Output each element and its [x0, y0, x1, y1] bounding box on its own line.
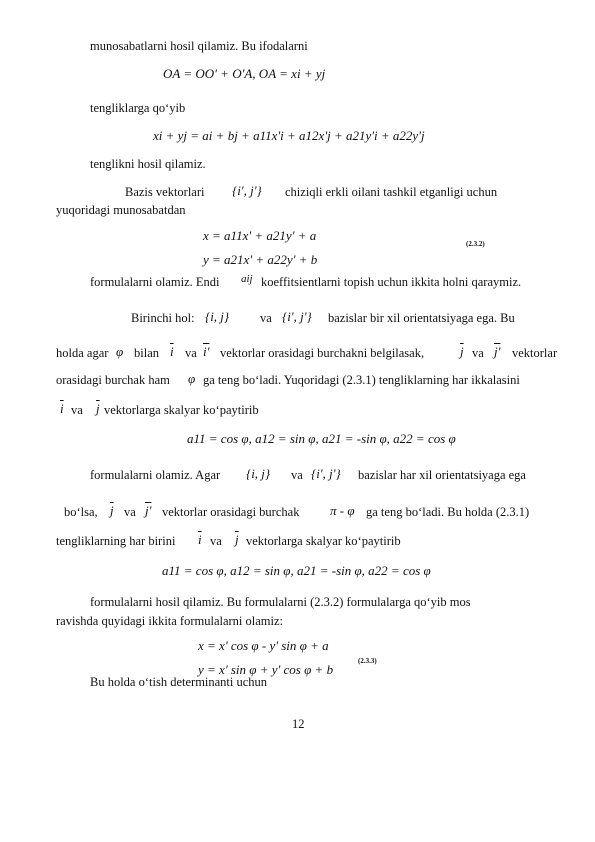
text-fragment: chiziqli erkli oilani tashkil etganligi uchun — [285, 185, 498, 199]
text-fragment: Birinchi hol: — [131, 311, 195, 325]
text-fragment: va — [124, 505, 136, 519]
text-line: ravishda quyidagi ikkita formulalarni olamiz: — [56, 614, 284, 628]
text-fragment: orasidagi burchak ham — [56, 373, 170, 387]
vector-j: $\overline{j}$ — [110, 503, 114, 518]
vector-j-prime: j' — [494, 344, 501, 359]
text-fragment: va — [185, 346, 197, 360]
coefficients-case1: a11 = cos φ, a12 = sin φ, a21 = -sin φ, a22 = cos φ — [187, 431, 456, 446]
text-fragment: vektorlar orasidagi burchak — [162, 505, 300, 519]
vector-i: $\overline{i}$ — [170, 344, 174, 359]
basis-symbol: {i, j} — [246, 466, 271, 481]
basis-symbol: {i', j'} — [282, 309, 312, 324]
text-fragment: bo‘lsa, — [64, 505, 98, 519]
text-fragment: bilan — [134, 346, 159, 360]
basis-symbol: {i', j'} — [311, 466, 341, 481]
vector-i: $\overline{i}$ — [198, 532, 202, 547]
system1-row1: x = a11x' + a21y' + a — [203, 228, 317, 243]
text-fragment: ga teng bo‘ladi. Bu holda (2.3.1) — [366, 505, 530, 519]
vector-j: $\overline{j}$ — [460, 344, 464, 359]
text-line: tenglikni hosil qilamiz. — [90, 157, 206, 171]
text-fragment: va — [210, 534, 222, 548]
system1-row2: y = a21x' + a22y' + b — [203, 252, 318, 267]
text-fragment: tengliklarning har birini — [56, 534, 176, 548]
equation-decomposition: xi + yj = ai + bj + a11x'i + a12x'j + a21y'i + a22y'j — [153, 128, 425, 143]
text-fragment: va — [71, 403, 83, 417]
phi-symbol: φ — [188, 371, 196, 386]
system2-row2: y = x' sin φ + y' cos φ + b — [198, 662, 334, 677]
text-fragment: vektorlar orasidagi burchakni belgilasak, — [220, 346, 425, 360]
pi-minus-phi: π - φ — [330, 503, 355, 518]
equation-label: (2.3.3) — [358, 657, 377, 665]
vector-j-prime: j' — [145, 503, 152, 518]
text-fragment: vektorlarga skalyar ko‘paytirib — [104, 403, 259, 417]
coefficient-symbol: aij — [241, 273, 253, 285]
text-fragment: bazislar bir xil orientatsiyaga ega. Bu — [328, 311, 515, 325]
page-number: 12 — [292, 717, 305, 731]
text-fragment: va — [291, 468, 303, 482]
text-fragment: holda agar — [56, 346, 109, 360]
text-fragment: vektorlarga skalyar ko‘paytirib — [246, 534, 401, 548]
text-fragment: va — [472, 346, 484, 360]
text-line: tengliklarga qo‘yib — [90, 101, 186, 115]
text-line: munosabatlarni hosil qilamiz. Bu ifodalarni — [90, 39, 308, 53]
text-fragment: ga teng bo‘ladi. Yuqoridagi (2.3.1) tengliklarning har ikkalasini — [203, 373, 520, 387]
equation-label: (2.3.2) — [466, 240, 485, 248]
equation-oa: OA = OO' + O'A, OA = xi + yj — [163, 66, 326, 81]
text-fragment: Bazis vektorlari — [125, 185, 205, 199]
text-fragment: koeffitsientlarni topish uchun ikkita holni qaraymiz. — [261, 275, 522, 289]
text-line: formulalarni hosil qilamiz. Bu formulalarni (2.3.2) formulalarga qo‘yib mos — [90, 595, 471, 609]
vector-j: $\overline{j}$ — [96, 401, 100, 416]
vector-i-prime: i' — [203, 344, 210, 359]
basis-symbol: {i, j} — [205, 309, 230, 324]
text-line: Bu holda o‘tish determinanti uchun — [90, 675, 268, 689]
vector-i: $\overline{i}$ — [60, 401, 64, 416]
phi-symbol: φ — [116, 344, 124, 359]
text-fragment: formulalarni olamiz. Endi — [90, 275, 220, 289]
coefficients-case2: a11 = cos φ, a12 = sin φ, a21 = -sin φ, a22 = cos φ — [162, 563, 431, 578]
text-fragment: vektorlar — [512, 346, 558, 360]
basis-symbol: {i', j'} — [232, 183, 262, 198]
text-fragment: va — [260, 311, 272, 325]
vector-j: $\overline{j}$ — [235, 532, 239, 547]
text-fragment: bazislar har xil orientatsiyaga ega — [358, 468, 526, 482]
system2-row1: x = x' cos φ - y' sin φ + a — [198, 638, 329, 653]
text-line: yuqoridagi munosabatdan — [56, 203, 186, 217]
text-fragment: formulalarni olamiz. Agar — [90, 468, 221, 482]
